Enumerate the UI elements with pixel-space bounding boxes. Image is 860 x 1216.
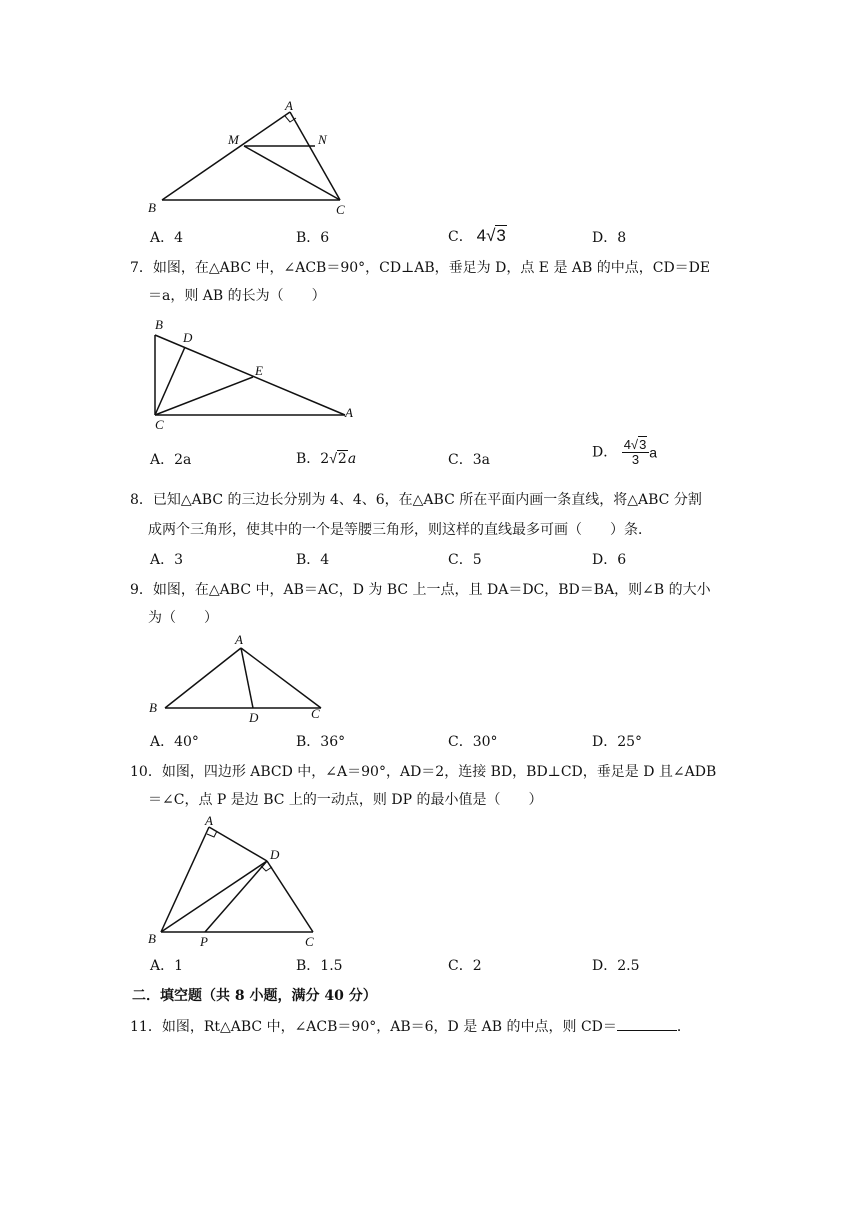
q7-label-b: B — [155, 317, 163, 332]
q7-label-e: E — [255, 363, 263, 378]
q7-option-d[interactable] — [592, 438, 657, 467]
q11-stem — [130, 1016, 691, 1037]
q6-label-n: N — [318, 132, 327, 147]
q7-option-d-suffix: a — [649, 444, 658, 461]
q8-stem-line2: 成两个三角形，使其中的一个是等腰三角形，则这样的直线最多可画（ ）条． — [148, 522, 652, 538]
q10-option-a[interactable]: A．1 — [150, 958, 184, 974]
q8-option-c[interactable]: C．5 — [448, 552, 482, 568]
q9-option-b[interactable]: B．36° — [296, 734, 346, 750]
q6-figure — [140, 98, 360, 218]
q10-option-d[interactable]: D．2.5 — [592, 958, 640, 974]
radical-symbol: √ — [329, 450, 337, 466]
q10-option-c[interactable]: C．2 — [448, 958, 482, 974]
q10-label-c: C — [305, 934, 314, 949]
q7-option-d-num-radicand: 3 — [639, 437, 647, 452]
q9-option-c[interactable]: C．30° — [448, 734, 498, 750]
q9-stem-line1: 9．如图，在△ABC 中，AB＝AC，D 为 BC 上一点，且 DA＝DC，BD＝BA，则∠B 的大小 — [130, 582, 711, 598]
q7-label-d: D — [183, 330, 193, 345]
q7-figure — [145, 315, 365, 433]
q10-option-b[interactable]: B．1.5 — [296, 958, 343, 974]
q6-option-c-prefix: C． — [448, 229, 473, 245]
q7-stem-line2: ＝a，则 AB 的长为（ ） — [148, 288, 326, 304]
q9-stem-line2: 为（ ） — [148, 610, 218, 626]
q7-option-d-prefix: D． — [592, 444, 618, 461]
q6-option-d[interactable]: D．8 — [592, 230, 627, 246]
q10-label-a: A — [205, 815, 213, 828]
q6-option-b[interactable]: B．6 — [296, 230, 330, 246]
q9-label-a: A — [235, 632, 243, 647]
q7-label-a: A — [345, 405, 353, 420]
q10-figure — [143, 815, 333, 950]
q9-option-a[interactable]: A．40° — [150, 734, 199, 750]
q11-answer-blank[interactable] — [617, 1016, 677, 1031]
q6-option-c-coef: 4 — [476, 226, 487, 245]
q10-label-d: D — [270, 847, 280, 862]
q7-option-b-radicand: 2 — [337, 451, 347, 467]
radical-symbol: √ — [630, 437, 639, 452]
q8-stem-line1: 8．已知△ABC 的三边长分别为 4、4、6，在△ABC 所在平面内画一条直线，将△ABC 分割 — [130, 492, 702, 508]
q9-label-c: C — [311, 706, 320, 721]
q6-option-c-radicand: 3 — [496, 226, 506, 245]
q7-option-b[interactable] — [296, 448, 356, 469]
q7-option-c[interactable]: C．3a — [448, 452, 490, 468]
q7-option-a[interactable]: A．2a — [150, 452, 192, 468]
section-heading: 二．填空题（共 8 小题，满分 40 分） — [132, 988, 377, 1004]
q9-option-d[interactable]: D．25° — [592, 734, 643, 750]
q7-option-d-denominator: 3 — [631, 452, 640, 467]
q7-stem-line1: 7．如图，在△ABC 中，∠ACB＝90°，CD⊥AB，垂足为 D，点 E 是 AB 的中点，CD＝DE — [130, 260, 711, 276]
q6-label-a: A — [285, 98, 293, 113]
q6-label-m: M — [228, 132, 239, 147]
q6-option-c[interactable] — [448, 226, 507, 247]
q8-option-a[interactable]: A．3 — [150, 552, 184, 568]
q9-label-d: D — [249, 710, 259, 725]
q10-stem-line2: ＝∠C，点 P 是边 BC 上的一动点，则 DP 的最小值是（ ） — [148, 792, 543, 808]
q6-label-b: B — [148, 200, 156, 215]
q7-label-c: C — [155, 417, 164, 432]
q10-label-b: B — [148, 931, 156, 946]
q11-text-after: ． — [676, 1019, 691, 1035]
radical-symbol: √ — [486, 226, 496, 245]
q8-option-b[interactable]: B．4 — [296, 552, 330, 568]
q8-option-d[interactable]: D．6 — [592, 552, 627, 568]
q9-figure — [145, 632, 345, 726]
q10-label-p: P — [200, 934, 208, 949]
q11-text-before: 11．如图，Rt△ABC 中，∠ACB＝90°，AB＝6，D 是 AB 的中点，则 CD＝ — [130, 1019, 617, 1035]
q7-option-d-num-coef: 4 — [623, 437, 631, 452]
q7-option-d-fraction — [622, 438, 650, 467]
q6-option-a[interactable]: A．4 — [150, 230, 184, 246]
q9-label-b: B — [149, 700, 157, 715]
q10-stem-line1: 10．如图，四边形 ABCD 中，∠A＝90°，AD＝2，连接 BD，BD⊥CD，垂足是 D 且∠ADB — [130, 764, 717, 780]
q7-option-b-prefix: B．2 — [296, 451, 330, 467]
q6-label-c: C — [336, 202, 345, 217]
q7-option-b-suffix: a — [347, 451, 357, 467]
